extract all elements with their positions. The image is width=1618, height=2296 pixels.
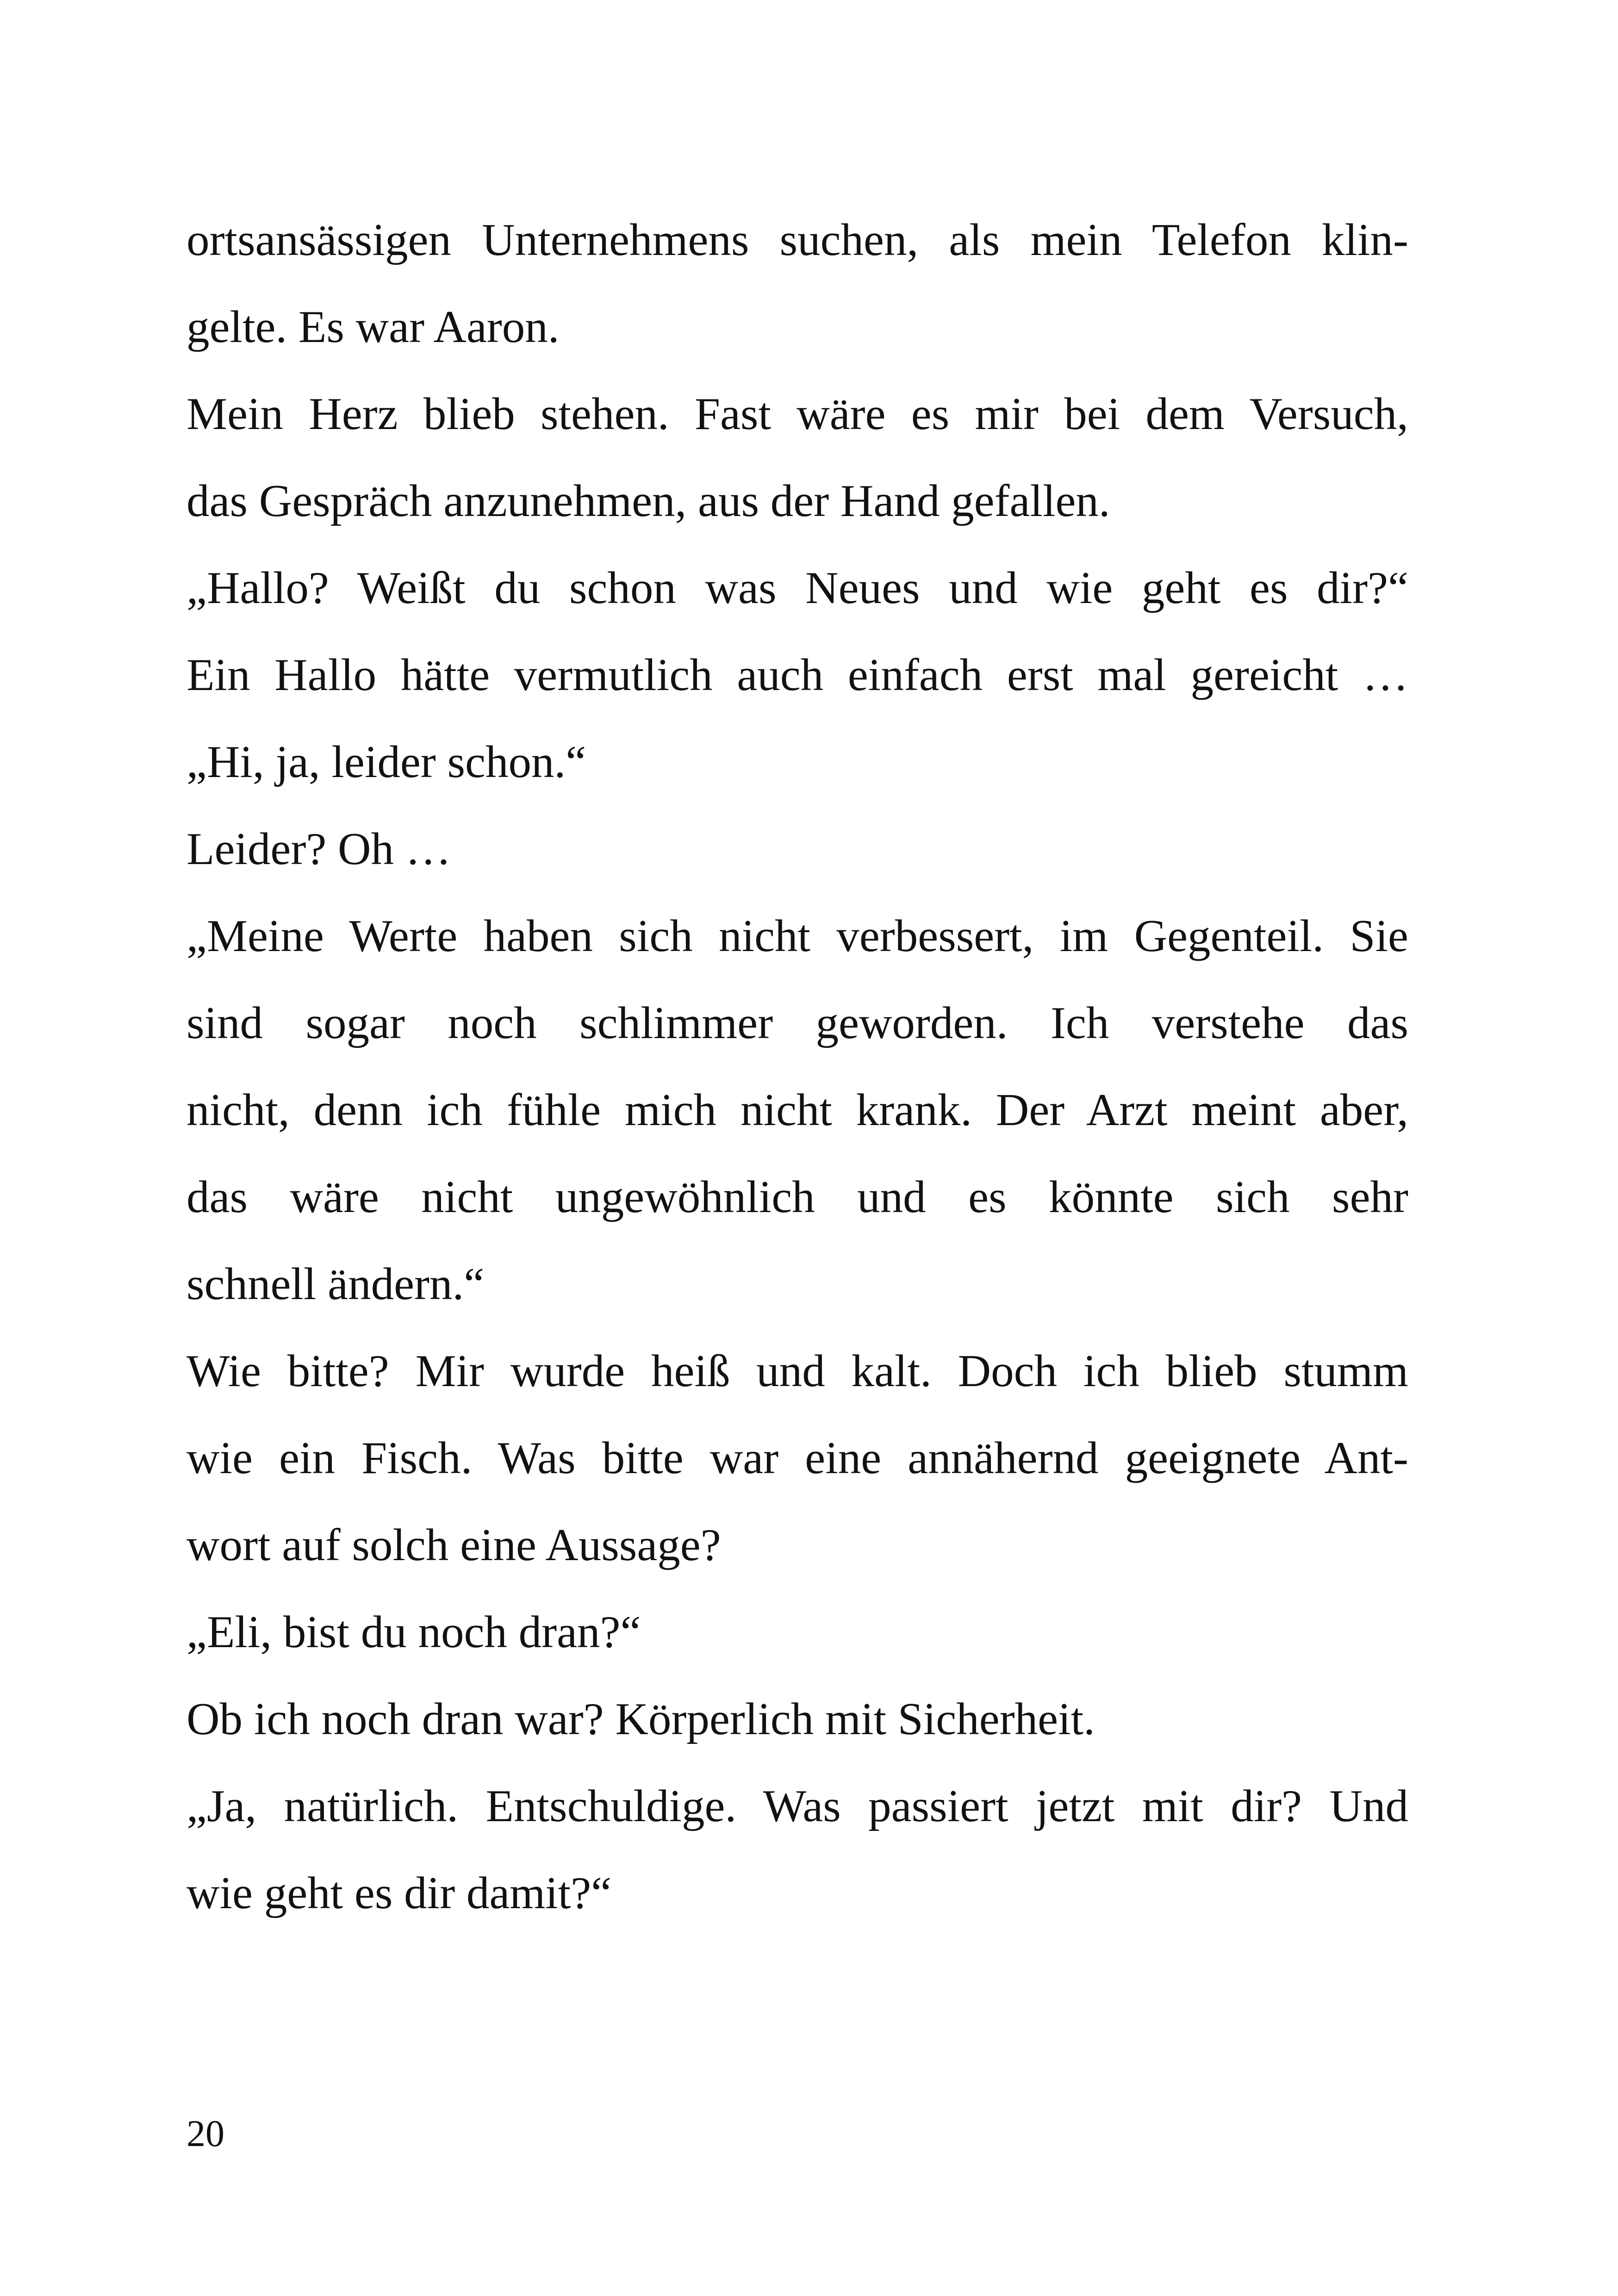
text-line: schnell ändern.“ — [187, 1259, 485, 1309]
text-line: nicht, denn ich fühle mich nicht krank. Der Arzt meint aber, — [187, 1085, 1408, 1135]
text-line: Leider? Oh … — [187, 824, 451, 874]
text-line: „Hi, ja, leider schon.“ — [187, 737, 586, 787]
text-line: Mein Herz blieb stehen. Fast wäre es mir bei dem Versuch, — [187, 389, 1408, 439]
text-line: „Eli, bist du noch dran?“ — [187, 1607, 641, 1657]
text-line: ortsansässigen Unternehmens suchen, als mein Telefon klin- — [187, 215, 1408, 265]
text-line: „Meine Werte haben sich nicht verbessert, im Gegenteil. Sie — [187, 911, 1408, 961]
text-line: gelte. Es war Aaron. — [187, 302, 560, 352]
text-line: sind sogar noch schlimmer geworden. Ich verstehe das — [187, 998, 1408, 1048]
text-line: „Hallo? Weißt du schon was Neues und wie geht es dir?“ — [187, 563, 1408, 613]
text-line: „Ja, natürlich. Entschuldige. Was passiert jetzt mit dir? Und — [187, 1781, 1408, 1831]
text-line: Ein Hallo hätte vermutlich auch einfach erst mal gereicht … — [187, 650, 1408, 700]
text-line: Wie bitte? Mir wurde heiß und kalt. Doch ich blieb stumm — [187, 1346, 1408, 1396]
text-line: das wäre nicht ungewöhnlich und es könnte sich sehr — [187, 1172, 1408, 1222]
text-line: wie geht es dir damit?“ — [187, 1868, 612, 1918]
text-line: wort auf solch eine Aussage? — [187, 1520, 721, 1570]
text-line: das Gespräch anzunehmen, aus der Hand gefallen. — [187, 476, 1110, 526]
text-line: Ob ich noch dran war? Körperlich mit Sicherheit. — [187, 1694, 1095, 1744]
text-line: wie ein Fisch. Was bitte war eine annähernd geeignete Ant- — [187, 1433, 1408, 1483]
body-text — [187, 197, 1408, 1937]
page-number: 20 — [187, 2112, 224, 2154]
